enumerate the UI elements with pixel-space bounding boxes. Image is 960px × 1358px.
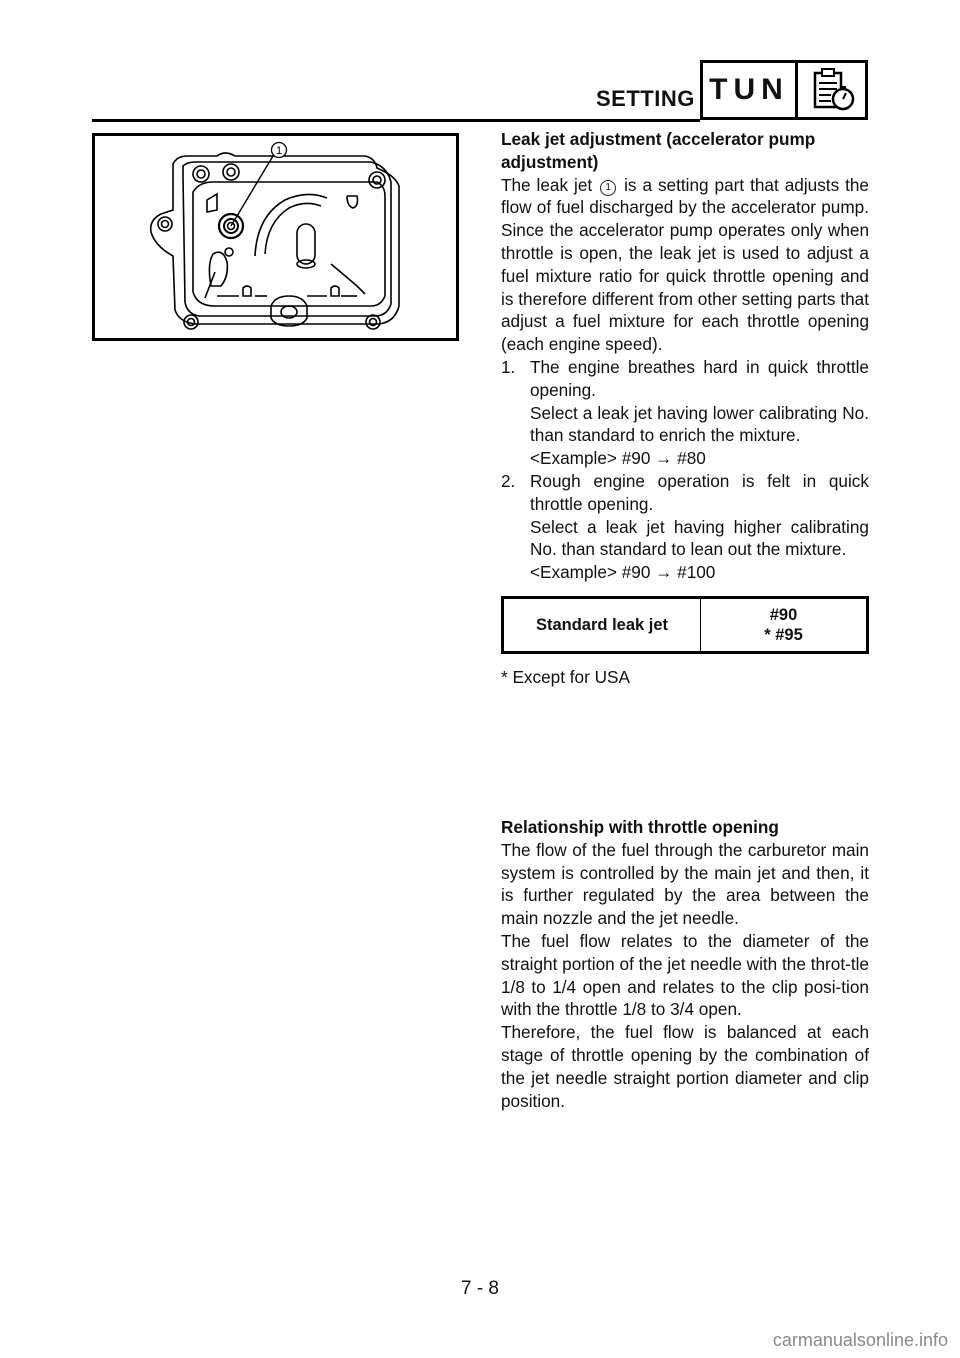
spec-label: Standard leak jet	[503, 597, 701, 652]
tun-label: TUN	[703, 63, 798, 117]
section-title-line2: adjustment)	[501, 151, 599, 172]
list-example: <Example> #90 → #100	[530, 562, 716, 583]
watermark: carmanualsonline.info	[772, 1330, 948, 1350]
float-chamber-illustration	[95, 136, 456, 338]
page-number: 7 - 8	[460, 1278, 500, 1299]
intro-before: The leak jet	[501, 174, 593, 195]
footnote: * Except for USA	[501, 666, 630, 687]
page-title: SETTING	[596, 86, 695, 111]
list-action: Select a leak jet having lower calibrating No. than standard to enrich the mixture.	[530, 402, 869, 446]
intro-paragraph	[501, 174, 869, 356]
figure-callout: 1	[275, 145, 283, 157]
spec-value	[701, 597, 868, 652]
spec-table	[501, 596, 869, 654]
section2-paragraph-3: Therefore, the fuel flow is balanced at each stage of throttle opening by the combination of the jet needle straight portion diameter and clip position.	[501, 1022, 869, 1111]
spec-value-1: #90	[769, 605, 798, 624]
spec-value-2: * #95	[764, 625, 803, 644]
list-action: Select a leak jet having higher calibrating No. than standard to lean out the mixture.	[530, 516, 869, 560]
list-example: <Example> #90 → #80	[530, 448, 706, 469]
list-condition: The engine breathes hard in quick throttle opening.	[530, 356, 869, 400]
section2-title: Relationship with throttle opening	[501, 817, 779, 837]
intro-after: is a setting part that adjusts the flow of fuel discharged by the accelerator pump. Since the accelerator pump operates only when throttle is open, the leak jet is used to adjust a fuel mixture ratio for quick throttle opening and is therefore different from other setting parts that adjust a fuel mixture for each throttle opening (each engine speed).	[501, 174, 869, 355]
list-number: 1.	[501, 356, 516, 377]
header-rule	[92, 119, 700, 122]
throttle-relationship-section	[501, 816, 869, 1112]
table-row	[503, 597, 868, 652]
list-item	[501, 356, 869, 470]
section2-paragraph-1: The flow of the fuel through the carburetor main system is controlled by the main jet and then, it is further regulated by the area between the main nozzle and the jet needle.	[501, 839, 869, 929]
carburetor-float-chamber-figure	[92, 133, 459, 341]
list-number: 2.	[501, 470, 516, 491]
section2-paragraph-2: The fuel flow relates to the diameter of the straight portion of the jet needle with the throt-tle 1/8 to 1/4 open and relates to the clip posi-tion with the throttle 1/8 to 3/4 open.	[501, 930, 869, 1020]
section-badge	[700, 60, 868, 120]
clipboard-stopwatch-icon	[798, 63, 865, 117]
leak-jet-section	[501, 128, 869, 689]
callout-ref: 1	[600, 180, 616, 196]
list-item	[501, 470, 869, 584]
list-condition: Rough engine operation is felt in quick throttle opening.	[530, 470, 869, 514]
section-title-line1: Leak jet adjustment (accelerator pump	[501, 129, 816, 149]
